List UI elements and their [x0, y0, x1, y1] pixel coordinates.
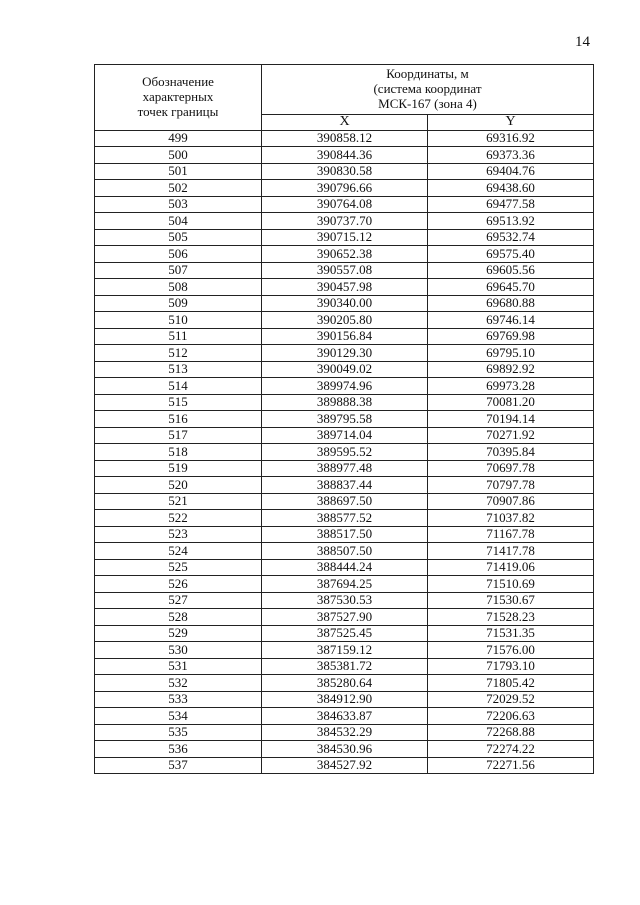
point-number-cell: 527 [95, 592, 262, 609]
table-row [95, 576, 594, 593]
table-row [95, 543, 594, 560]
table-row [95, 328, 594, 345]
y-coordinate-cell: 71805.42 [428, 675, 594, 692]
x-coordinate-cell: 390340.00 [262, 295, 428, 312]
y-coordinate-cell: 72206.63 [428, 708, 594, 725]
table-row [95, 592, 594, 609]
x-coordinate-cell: 390830.58 [262, 163, 428, 180]
table-row [95, 246, 594, 263]
header-line: Координаты, м [386, 66, 469, 82]
x-coordinate-cell: 387159.12 [262, 642, 428, 659]
table-row [95, 295, 594, 312]
y-coordinate-cell: 69477.58 [428, 196, 594, 213]
y-coordinate-cell: 71419.06 [428, 559, 594, 576]
y-coordinate-cell: 70395.84 [428, 444, 594, 461]
y-coordinate-cell: 70271.92 [428, 427, 594, 444]
point-number-cell: 534 [95, 708, 262, 725]
point-number-cell: 509 [95, 295, 262, 312]
point-number-cell: 514 [95, 378, 262, 395]
y-coordinate-cell: 70081.20 [428, 394, 594, 411]
x-coordinate-cell: 387530.53 [262, 592, 428, 609]
point-number-cell: 502 [95, 180, 262, 197]
point-number-cell: 506 [95, 246, 262, 263]
y-coordinate-cell: 69513.92 [428, 213, 594, 230]
x-coordinate-cell: 390764.08 [262, 196, 428, 213]
y-coordinate-cell: 69795.10 [428, 345, 594, 362]
x-coordinate-cell: 390457.98 [262, 279, 428, 296]
x-coordinate-cell: 388517.50 [262, 526, 428, 543]
y-coordinate-cell: 69605.56 [428, 262, 594, 279]
point-number-cell: 501 [95, 163, 262, 180]
x-coordinate-cell: 390796.66 [262, 180, 428, 197]
x-coordinate-cell: 384633.87 [262, 708, 428, 725]
point-number-cell: 512 [95, 345, 262, 362]
x-coordinate-cell: 390844.36 [262, 147, 428, 164]
point-number-cell: 510 [95, 312, 262, 329]
y-coordinate-cell: 69316.92 [428, 130, 594, 147]
table-row [95, 642, 594, 659]
x-coordinate-cell: 390205.80 [262, 312, 428, 329]
y-coordinate-cell: 72274.22 [428, 741, 594, 758]
table-row [95, 394, 594, 411]
x-coordinate-cell: 390129.30 [262, 345, 428, 362]
point-number-cell: 525 [95, 559, 262, 576]
x-coordinate-cell: 390652.38 [262, 246, 428, 263]
x-coordinate-cell: 384527.92 [262, 757, 428, 774]
table-row [95, 229, 594, 246]
y-coordinate-cell: 69532.74 [428, 229, 594, 246]
point-number-cell: 519 [95, 460, 262, 477]
x-coordinate-cell: 390715.12 [262, 229, 428, 246]
point-number-cell: 513 [95, 361, 262, 378]
table-row [95, 130, 594, 147]
y-coordinate-cell: 70797.78 [428, 477, 594, 494]
point-number-cell: 530 [95, 642, 262, 659]
point-number-cell: 511 [95, 328, 262, 345]
x-coordinate-cell: 388837.44 [262, 477, 428, 494]
table-row [95, 444, 594, 461]
table-row [95, 609, 594, 626]
point-number-cell: 516 [95, 411, 262, 428]
point-number-cell: 507 [95, 262, 262, 279]
point-number-cell: 500 [95, 147, 262, 164]
table-row [95, 625, 594, 642]
x-coordinate-cell: 387525.45 [262, 625, 428, 642]
x-coordinate-cell: 390557.08 [262, 262, 428, 279]
table-row [95, 460, 594, 477]
y-coordinate-cell: 69575.40 [428, 246, 594, 263]
header-coordinates [262, 65, 594, 115]
x-coordinate-cell: 389974.96 [262, 378, 428, 395]
x-coordinate-cell: 385280.64 [262, 675, 428, 692]
x-coordinate-cell: 388697.50 [262, 493, 428, 510]
header-line: (система координат [373, 81, 482, 97]
x-coordinate-cell: 390156.84 [262, 328, 428, 345]
table-row [95, 163, 594, 180]
x-coordinate-cell: 388977.48 [262, 460, 428, 477]
y-coordinate-cell: 69373.36 [428, 147, 594, 164]
point-number-cell: 529 [95, 625, 262, 642]
table-row [95, 708, 594, 725]
header-line: точек границы [137, 103, 219, 119]
header-line: МСК-167 (зона 4) [378, 95, 477, 111]
point-number-cell: 524 [95, 543, 262, 560]
table-row [95, 262, 594, 279]
y-coordinate-cell: 71037.82 [428, 510, 594, 527]
page-number: 14 [575, 34, 590, 50]
x-coordinate-cell: 385381.72 [262, 658, 428, 675]
table-row [95, 180, 594, 197]
x-coordinate-cell: 384912.90 [262, 691, 428, 708]
y-coordinate-cell: 69438.60 [428, 180, 594, 197]
y-coordinate-cell: 69973.28 [428, 378, 594, 395]
point-number-cell: 537 [95, 757, 262, 774]
header-point-designation [95, 65, 262, 131]
x-coordinate-cell: 384530.96 [262, 741, 428, 758]
point-number-cell: 503 [95, 196, 262, 213]
y-coordinate-cell: 71531.35 [428, 625, 594, 642]
point-number-cell: 532 [95, 675, 262, 692]
x-coordinate-cell: 388577.52 [262, 510, 428, 527]
y-coordinate-cell: 69892.92 [428, 361, 594, 378]
point-number-cell: 499 [95, 130, 262, 147]
x-coordinate-cell: 387694.25 [262, 576, 428, 593]
y-coordinate-cell: 69746.14 [428, 312, 594, 329]
table-row [95, 361, 594, 378]
y-coordinate-cell: 69404.76 [428, 163, 594, 180]
x-coordinate-cell: 389595.52 [262, 444, 428, 461]
table-row [95, 427, 594, 444]
point-number-cell: 533 [95, 691, 262, 708]
header-y: Y [428, 115, 594, 131]
y-coordinate-cell: 71793.10 [428, 658, 594, 675]
y-coordinate-cell: 70697.78 [428, 460, 594, 477]
y-coordinate-cell: 71530.67 [428, 592, 594, 609]
table-row [95, 741, 594, 758]
x-coordinate-cell: 390049.02 [262, 361, 428, 378]
point-number-cell: 523 [95, 526, 262, 543]
y-coordinate-cell: 69645.70 [428, 279, 594, 296]
x-coordinate-cell: 390858.12 [262, 130, 428, 147]
table-body [95, 130, 594, 774]
table-row [95, 147, 594, 164]
y-coordinate-cell: 71510.69 [428, 576, 594, 593]
table-row [95, 675, 594, 692]
y-coordinate-cell: 69680.88 [428, 295, 594, 312]
x-coordinate-cell: 389714.04 [262, 427, 428, 444]
point-number-cell: 522 [95, 510, 262, 527]
coordinates-table [94, 64, 594, 774]
x-coordinate-cell: 388507.50 [262, 543, 428, 560]
y-coordinate-cell: 70194.14 [428, 411, 594, 428]
table-row [95, 559, 594, 576]
table-row [95, 345, 594, 362]
point-number-cell: 535 [95, 724, 262, 741]
header-line: Обозначение [142, 74, 214, 90]
x-coordinate-cell: 387527.90 [262, 609, 428, 626]
header-x: X [262, 115, 428, 131]
table-row [95, 213, 594, 230]
point-number-cell: 504 [95, 213, 262, 230]
table-row [95, 510, 594, 527]
table-row [95, 757, 594, 774]
y-coordinate-cell: 72029.52 [428, 691, 594, 708]
x-coordinate-cell: 384532.29 [262, 724, 428, 741]
table-row [95, 691, 594, 708]
table-row [95, 658, 594, 675]
point-number-cell: 520 [95, 477, 262, 494]
point-number-cell: 536 [95, 741, 262, 758]
y-coordinate-cell: 71167.78 [428, 526, 594, 543]
table-row [95, 378, 594, 395]
y-coordinate-cell: 70907.86 [428, 493, 594, 510]
table-row [95, 477, 594, 494]
x-coordinate-cell: 389795.58 [262, 411, 428, 428]
point-number-cell: 515 [95, 394, 262, 411]
x-coordinate-cell: 390737.70 [262, 213, 428, 230]
table-header [95, 65, 594, 131]
y-coordinate-cell: 72268.88 [428, 724, 594, 741]
point-number-cell: 508 [95, 279, 262, 296]
table-row [95, 526, 594, 543]
y-coordinate-cell: 71417.78 [428, 543, 594, 560]
point-number-cell: 521 [95, 493, 262, 510]
table-row [95, 196, 594, 213]
y-coordinate-cell: 71528.23 [428, 609, 594, 626]
x-coordinate-cell: 388444.24 [262, 559, 428, 576]
y-coordinate-cell: 72271.56 [428, 757, 594, 774]
table-row [95, 312, 594, 329]
table-row [95, 724, 594, 741]
table-row [95, 279, 594, 296]
x-coordinate-cell: 389888.38 [262, 394, 428, 411]
table-row [95, 411, 594, 428]
y-coordinate-cell: 71576.00 [428, 642, 594, 659]
table-row [95, 493, 594, 510]
point-number-cell: 528 [95, 609, 262, 626]
y-coordinate-cell: 69769.98 [428, 328, 594, 345]
point-number-cell: 505 [95, 229, 262, 246]
point-number-cell: 518 [95, 444, 262, 461]
point-number-cell: 526 [95, 576, 262, 593]
point-number-cell: 531 [95, 658, 262, 675]
point-number-cell: 517 [95, 427, 262, 444]
header-line: характерных [142, 89, 214, 104]
